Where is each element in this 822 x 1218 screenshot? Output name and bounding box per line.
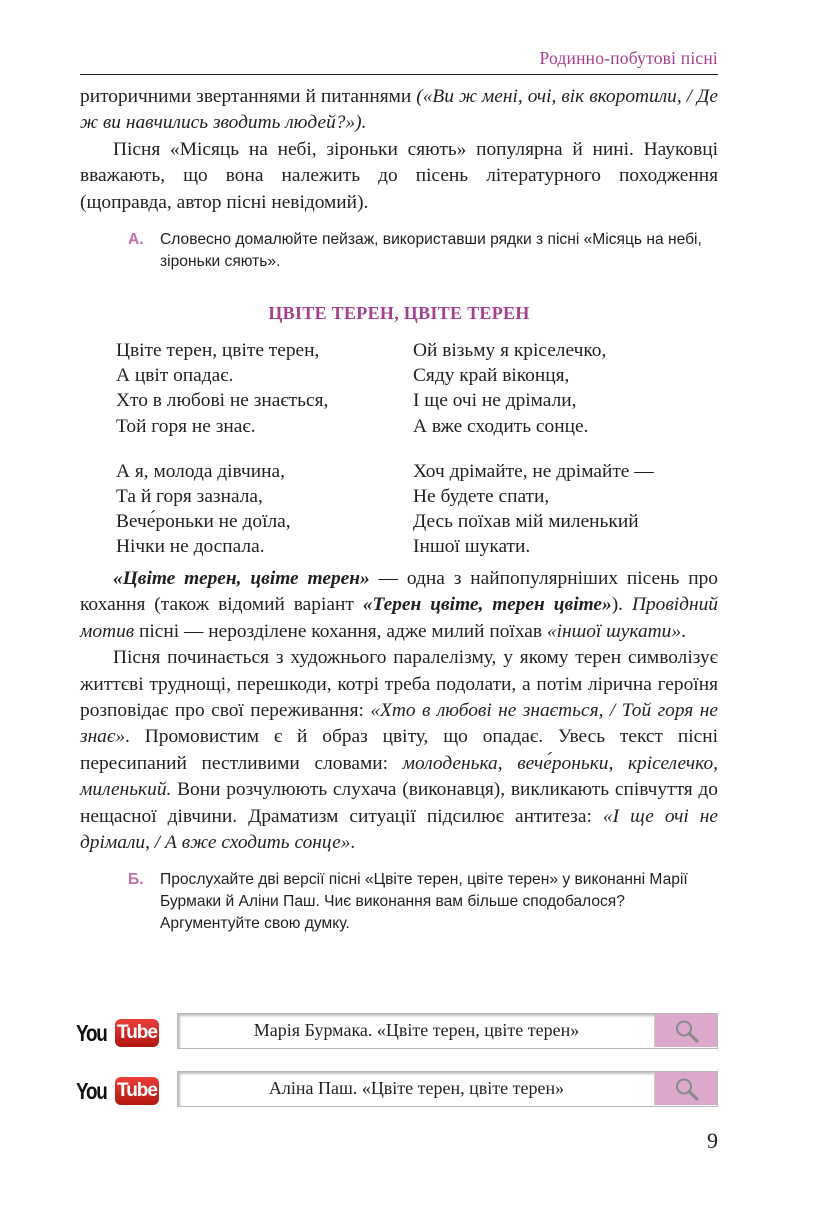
task-a-text: Словесно домалюйте пейзаж, використавши рядки з пісні «Місяць на небі, зіроньки сяють».	[160, 231, 702, 271]
stanza	[116, 338, 328, 439]
poem-line: І ще очі не дрімали,	[413, 390, 577, 412]
poem-line: Та й горя зазнала,	[116, 486, 263, 508]
intro-quote: («Ви ж мені, очі, вік вкоротили, / Де ж ви навчились зводить людей?»).	[80, 86, 718, 134]
task-b	[128, 869, 718, 935]
quote-emphasis: «іншої шукати»	[546, 620, 682, 642]
youtube-logo-you: You	[76, 1019, 107, 1046]
poem-line: Сяду край віконця,	[413, 365, 570, 387]
analysis-text: ).	[611, 594, 632, 616]
analysis-text: .	[350, 832, 356, 854]
search-button[interactable]	[654, 1014, 717, 1047]
page-content	[80, 84, 718, 935]
song-title: ЦВІТЕ ТЕРЕН, ЦВІТЕ ТЕРЕН	[268, 303, 530, 324]
poem-left-column	[116, 338, 328, 580]
youtube-logo-you: You	[76, 1077, 107, 1104]
youtube-search-box-1[interactable]	[177, 1013, 718, 1049]
quote-emphasis: «І ще очі не дрімали, / А вже сходить сонце»	[80, 805, 719, 854]
poem-right-column	[413, 338, 654, 580]
poem-line: А цвіт опадає.	[116, 365, 234, 387]
intro-text: риторичними звертаннями й питаннями	[80, 86, 417, 107]
poem-line: Іншої шукати.	[413, 536, 531, 558]
analysis-text: .	[681, 620, 686, 642]
analysis-text: . Промовистим є й образ цвіту, що опадає. Увесь текст пісні пересипаний пестливими словами:	[80, 726, 718, 774]
task-a	[128, 229, 718, 273]
poem-line: Вече́роньки не доїла,	[116, 511, 291, 533]
poem-line: Цвіте терен, цвіте терен,	[116, 340, 320, 362]
poem-line: А я, молода дівчина,	[116, 460, 285, 482]
analysis-text: пісні — нерозділене кохання, адже милий поїхав	[134, 620, 547, 642]
magnifier-icon	[674, 1019, 700, 1043]
page-number: 9	[707, 1128, 718, 1153]
stanza	[413, 338, 654, 439]
poem-line: Хоч дрімайте, не дрімайте —	[413, 460, 654, 482]
word-list-emphasis: молоденька, вече́роньки, кріселечко, миленький.	[80, 752, 718, 801]
stanza	[413, 459, 654, 560]
poem-line: Нічки не доспала.	[116, 536, 265, 558]
poem-line: Ой візьму я кріселечко,	[413, 340, 607, 362]
running-head-title: Родинно-побутові пісні	[539, 48, 718, 68]
header-divider	[80, 74, 718, 75]
youtube-logo	[76, 1076, 159, 1106]
intro-paragraph-1	[80, 84, 718, 137]
youtube-logo-tube: Tube	[115, 1019, 159, 1047]
analysis-text: — одна з найпопулярніших пісень про кохання (також відомий варіант	[80, 568, 718, 616]
search-button[interactable]	[654, 1072, 717, 1105]
search-query[interactable]: Аліна Паш. «Цвіте терен, цвіте терен»	[268, 1078, 565, 1098]
magnifier-icon	[674, 1077, 700, 1101]
task-b-marker: Б.	[128, 870, 144, 888]
quote-emphasis: «Хто в любові не знається, / Той горя не знає»	[80, 700, 718, 748]
youtube-search-box-2[interactable]	[177, 1071, 718, 1107]
poem	[80, 338, 718, 566]
intro-paragraph-2: Пісня «Місяць на небі, зіроньки сяють» популярна й нині. Науковці вважають, що вона належить до пісень літературного походження (щоправда, автор пісні невідомий).	[80, 138, 718, 213]
search-query[interactable]: Марія Бурмака. «Цвіте терен, цвіте терен»	[253, 1020, 580, 1040]
analysis-text: Вони розчулюють слухача (виконавця), викликають співчуття до нещасної дівчини. Драматизм ситуації підсилює антитеза:	[80, 779, 718, 827]
task-a-marker: А.	[128, 231, 144, 249]
term-emphasis: Провідний мотив	[80, 594, 719, 642]
poem-line: Той горя не знає.	[116, 415, 256, 437]
poem-line: Десь поїхав мій миленький	[413, 511, 639, 533]
youtube-logo-tube: Tube	[115, 1077, 159, 1105]
youtube-search-row-1	[76, 1013, 720, 1053]
poem-line: А вже сходить сонце.	[413, 415, 589, 437]
variant-name-emphasis: «Терен цвіте, терен цвіте»	[362, 594, 612, 616]
youtube-search-row-2	[76, 1071, 720, 1111]
task-b-text: Прослухайте дві версії пісні «Цвіте терен, цвіте терен» у виконанні Марії Бурмаки й Аліни Паш. Чиє виконання вам більше сподобалося? Аргументуйте свою думку.	[160, 870, 688, 932]
song-name-emphasis: «Цвіте терен, цвіте терен»	[113, 568, 370, 590]
youtube-logo	[76, 1018, 159, 1048]
analysis-paragraph-2	[80, 645, 718, 856]
analysis-text: Пісня починається з художнього паралелізму, у якому терен символізує життєві труднощі, перешкоди, котрі треба подолати, а потім лірична героїня розповідає про свої переживання:	[80, 647, 718, 722]
poem-line: Не будете спати,	[413, 486, 550, 508]
poem-line: Хто в любові не знається,	[116, 390, 329, 412]
stanza	[116, 459, 328, 560]
